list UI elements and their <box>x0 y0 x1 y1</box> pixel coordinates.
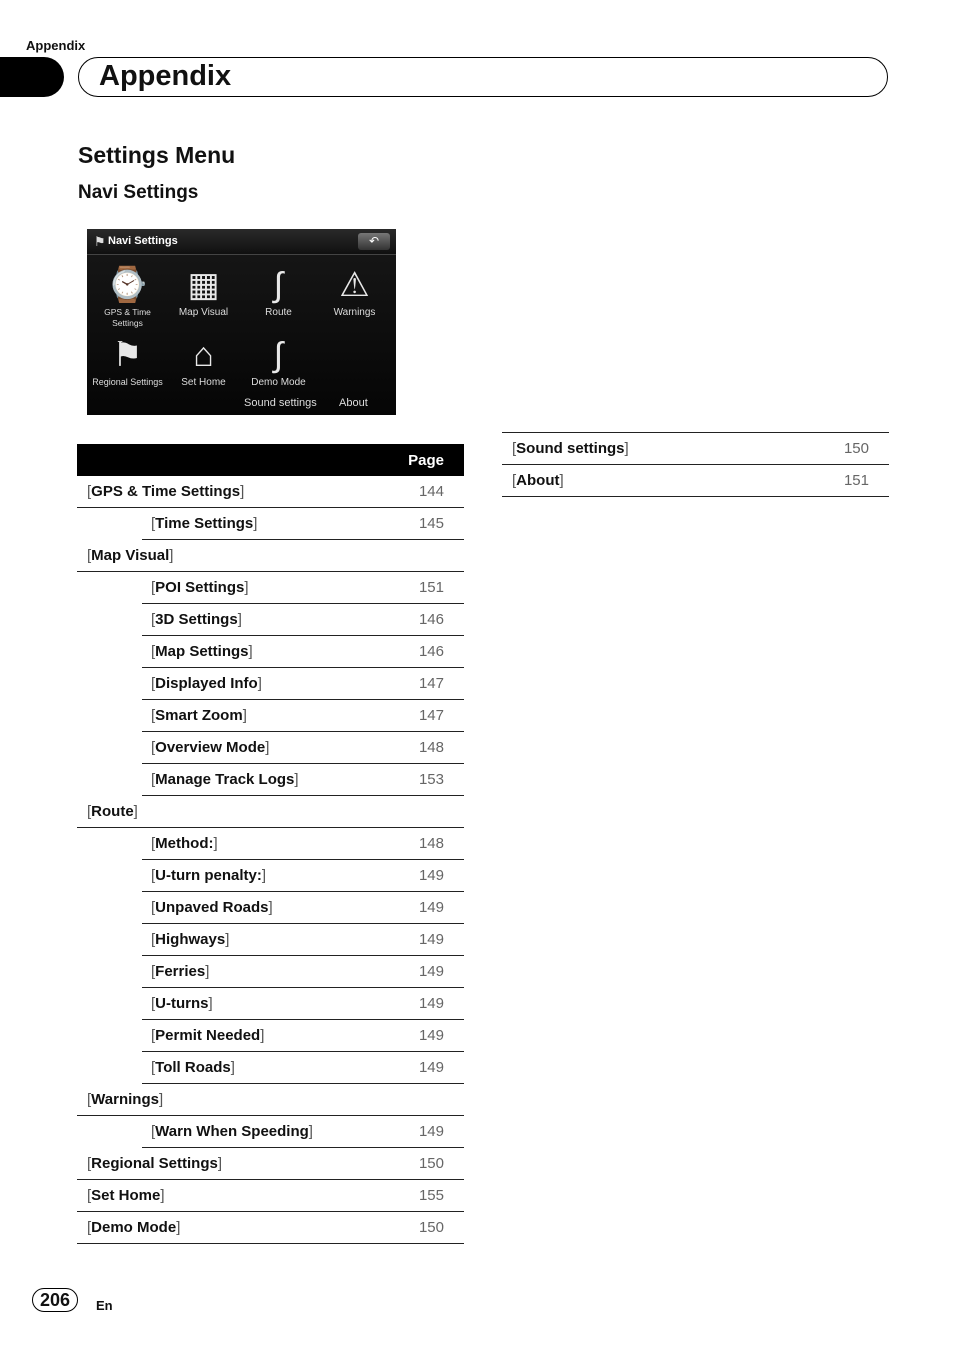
table-row <box>77 540 464 572</box>
indent-cell <box>77 860 142 892</box>
flag-icon: ⚑ <box>112 336 143 374</box>
table-row <box>77 892 464 924</box>
indent-cell <box>77 668 142 700</box>
row-label: [Highways] <box>142 924 384 956</box>
setting-name: U-turn penalty: <box>155 867 262 884</box>
row-label: [3D Settings] <box>142 604 384 636</box>
page-reference: 149 <box>384 860 464 892</box>
chapter-tab <box>0 57 64 97</box>
table-row <box>77 1148 464 1180</box>
table-row <box>77 668 464 700</box>
home-icon: ⌂ <box>193 336 214 374</box>
page-reference: 150 <box>384 1148 464 1180</box>
page-reference: 155 <box>384 1180 464 1212</box>
indent-cell <box>77 956 142 988</box>
page-reference: 149 <box>384 1052 464 1084</box>
indent-cell <box>77 1052 142 1084</box>
setting-name: U-turns <box>155 995 209 1012</box>
page-reference: 149 <box>384 1020 464 1052</box>
row-label: [Unpaved Roads] <box>142 892 384 924</box>
setting-name: Highways <box>155 931 226 948</box>
table-row <box>77 732 464 764</box>
table-row <box>77 636 464 668</box>
setting-name: POI Settings <box>155 579 245 596</box>
table-row <box>77 828 464 860</box>
row-label: [Sound settings] <box>502 433 809 465</box>
table-row <box>77 572 464 604</box>
setting-name: Displayed Info <box>155 675 258 692</box>
setting-name: About <box>516 472 560 489</box>
row-label: [U-turn penalty:] <box>142 860 384 892</box>
indent-cell <box>77 636 142 668</box>
table-row <box>77 796 464 828</box>
table-row <box>77 508 464 540</box>
row-label: [GPS & Time Settings] <box>77 476 384 508</box>
row-label: [Time Settings] <box>142 508 384 540</box>
about-button: About <box>339 397 368 409</box>
settings-icon: ⚑ <box>94 234 106 249</box>
setting-name: Manage Track Logs <box>155 771 295 788</box>
row-label: [About] <box>502 465 809 497</box>
indent-cell <box>77 732 142 764</box>
page-reference: 153 <box>384 764 464 796</box>
setting-name: Overview Mode <box>155 739 266 756</box>
row-label: [Warn When Speeding] <box>142 1116 384 1148</box>
page-reference: 151 <box>384 572 464 604</box>
table-row <box>77 764 464 796</box>
setting-name: Method: <box>155 835 214 852</box>
setting-name: Map Visual <box>91 547 170 564</box>
settings-index-table-left <box>77 444 464 1244</box>
indent-cell <box>77 604 142 636</box>
indent-cell <box>77 1116 142 1148</box>
indent-cell <box>77 572 142 604</box>
page-reference: 145 <box>384 508 464 540</box>
tile-label: Demo Mode <box>251 377 306 388</box>
table-row <box>77 1180 464 1212</box>
table-row <box>502 433 889 465</box>
indent-cell <box>77 1020 142 1052</box>
page-reference: 149 <box>384 956 464 988</box>
row-label: [Regional Settings] <box>77 1148 384 1180</box>
indent-cell <box>77 764 142 796</box>
navi-settings-screenshot <box>87 229 396 415</box>
page-number: 206 <box>32 1288 78 1312</box>
back-icon: ↶ <box>358 233 390 250</box>
indent-cell <box>77 892 142 924</box>
tile-label: Set Home <box>181 377 226 388</box>
page-reference: 144 <box>384 476 464 508</box>
page-reference: 150 <box>809 433 889 465</box>
indent-cell <box>77 924 142 956</box>
indent-cell <box>77 508 142 540</box>
tile-route <box>241 263 316 318</box>
setting-name: GPS & Time Settings <box>91 483 241 500</box>
setting-name: Map Settings <box>155 643 249 660</box>
demo-icon: ∫ <box>273 336 284 374</box>
page-reference: 147 <box>384 700 464 732</box>
tile-regional <box>90 333 165 388</box>
page-reference: 147 <box>384 668 464 700</box>
table-row <box>77 956 464 988</box>
tile-label: Regional Settings <box>92 377 163 387</box>
table-row <box>77 476 464 508</box>
page-column-header: Page <box>384 444 464 476</box>
table-row <box>77 988 464 1020</box>
route-icon: ∫ <box>273 266 284 304</box>
row-label: [Overview Mode] <box>142 732 384 764</box>
setting-name: Warn When Speeding <box>155 1123 309 1140</box>
tile-label: Map Visual <box>178 307 229 318</box>
page-reference: 148 <box>384 828 464 860</box>
page-reference: 151 <box>809 465 889 497</box>
row-label: [Map Settings] <box>142 636 384 668</box>
setting-name: Set Home <box>91 1187 161 1204</box>
tile-set-home <box>166 333 241 388</box>
chapter-title: Appendix <box>99 60 232 92</box>
setting-name: 3D Settings <box>155 611 238 628</box>
page-reference: 149 <box>384 924 464 956</box>
warning-icon: ⚠ <box>339 266 370 304</box>
setting-name: Unpaved Roads <box>155 899 269 916</box>
table-row <box>77 924 464 956</box>
setting-name: Route <box>91 803 134 820</box>
page-reference <box>384 540 464 572</box>
table-row <box>77 1212 464 1244</box>
row-label: [Manage Track Logs] <box>142 764 384 796</box>
tile-demo-mode <box>241 333 316 388</box>
table-row <box>77 860 464 892</box>
table-row <box>77 1020 464 1052</box>
setting-name: Time Settings <box>155 515 254 532</box>
row-label: [Route] <box>77 796 384 828</box>
setting-name: Sound settings <box>516 440 625 457</box>
section-heading: Navi Settings <box>78 182 199 203</box>
page-reference: 149 <box>384 988 464 1020</box>
row-label: [POI Settings] <box>142 572 384 604</box>
row-label: [Toll Roads] <box>142 1052 384 1084</box>
indent-cell <box>77 700 142 732</box>
page-reference: 146 <box>384 636 464 668</box>
screen-title-bar <box>87 229 396 255</box>
row-label: [U-turns] <box>142 988 384 1020</box>
tile-label: GPS & Time Settings <box>104 307 151 328</box>
tile-label: Route <box>265 307 292 318</box>
table-row <box>77 1084 464 1116</box>
table-row <box>77 604 464 636</box>
page-title: Settings Menu <box>78 142 236 168</box>
indent-cell <box>77 828 142 860</box>
row-label: [Smart Zoom] <box>142 700 384 732</box>
map-icon: ▦ <box>187 266 220 304</box>
setting-name: Ferries <box>155 963 206 980</box>
tile-map-visual <box>166 263 241 318</box>
row-label: [Set Home] <box>77 1180 384 1212</box>
page-reference: 148 <box>384 732 464 764</box>
row-label: [Method:] <box>142 828 384 860</box>
language-label: En <box>96 1298 113 1313</box>
page-reference <box>384 1084 464 1116</box>
table-header-row <box>77 444 464 476</box>
row-label: [Permit Needed] <box>142 1020 384 1052</box>
setting-name: Demo Mode <box>91 1219 177 1236</box>
tile-label: Warnings <box>333 307 376 318</box>
row-label: [Demo Mode] <box>77 1212 384 1244</box>
table-row <box>77 1116 464 1148</box>
setting-name: Toll Roads <box>155 1059 231 1076</box>
page-reference: 150 <box>384 1212 464 1244</box>
tile-gps-time <box>90 263 165 329</box>
sound-settings-button: Sound settings <box>244 397 317 409</box>
screen-title: Navi Settings <box>108 235 178 247</box>
page-reference <box>384 796 464 828</box>
setting-name: Permit Needed <box>155 1027 261 1044</box>
section-label: Appendix <box>26 38 86 53</box>
page-reference: 149 <box>384 1116 464 1148</box>
tile-warnings <box>317 263 392 318</box>
clock-icon: ⌚ <box>106 266 149 304</box>
table-row <box>77 700 464 732</box>
table-row <box>77 1052 464 1084</box>
row-label: [Displayed Info] <box>142 668 384 700</box>
row-label: [Map Visual] <box>77 540 384 572</box>
page-reference: 146 <box>384 604 464 636</box>
table-row <box>502 465 889 497</box>
row-label: [Ferries] <box>142 956 384 988</box>
setting-name: Regional Settings <box>91 1155 218 1172</box>
indent-cell <box>77 988 142 1020</box>
page-reference: 149 <box>384 892 464 924</box>
chapter-title-box <box>78 57 888 97</box>
row-label: [Warnings] <box>77 1084 384 1116</box>
setting-name: Warnings <box>91 1091 159 1108</box>
settings-index-table-right <box>502 432 889 497</box>
setting-name: Smart Zoom <box>155 707 243 724</box>
